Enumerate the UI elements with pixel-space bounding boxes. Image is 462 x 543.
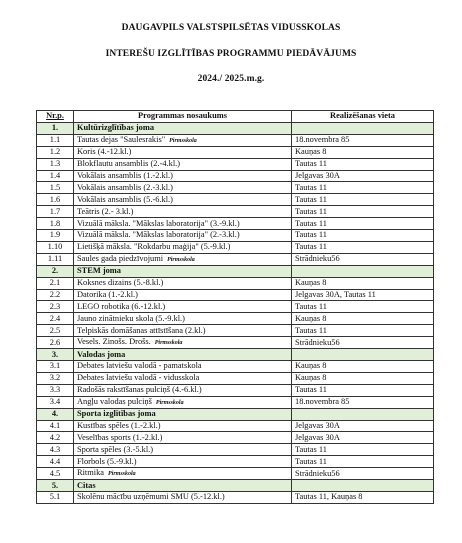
program-name: STEM joma: [77, 266, 121, 276]
row-number: 1.6: [37, 194, 74, 206]
preschool-tag: Pirmsskola: [167, 256, 195, 263]
table-row: [37, 277, 434, 289]
row-number: 1.1: [37, 134, 74, 146]
location-cell: [292, 122, 434, 134]
table-row: [37, 301, 434, 313]
row-number: 3.2: [37, 372, 74, 384]
location-cell: [292, 408, 434, 420]
row-number: 5.1: [37, 492, 74, 504]
school-year: 2024./ 2025.m.g.: [197, 74, 265, 84]
row-number: 1.8: [37, 218, 74, 230]
row-number: 2.6: [37, 337, 74, 349]
program-name-cell: [74, 432, 292, 444]
location-cell: Tautas 11: [292, 230, 434, 242]
row-number: 1.11: [37, 253, 74, 265]
location-cell: 18.novembra 85: [292, 134, 434, 146]
section-row: [37, 265, 434, 277]
table-row: [37, 170, 434, 182]
program-name-cell: [74, 170, 292, 182]
header-program-name: Programmas nosaukums: [74, 111, 292, 123]
location-cell: Tautas 11: [292, 158, 434, 170]
location-cell: 18.novembra 85: [292, 396, 434, 408]
row-number: 1.4: [37, 170, 74, 182]
program-name: Telpiskās domāšanas attīstīšana (2.kl.): [77, 325, 206, 335]
section-row: [37, 122, 434, 134]
table-row: [37, 420, 434, 432]
row-number: 3.1: [37, 361, 74, 373]
location-cell: [292, 480, 434, 492]
location-cell: Jelgavas 30A: [292, 432, 434, 444]
section-title: [74, 122, 292, 134]
location-cell: Kauņas 8: [292, 313, 434, 325]
table-row: [37, 218, 434, 230]
program-name: Jauno zinātnieku skola (5.-9.kl.): [77, 313, 185, 323]
section-row: [37, 480, 434, 492]
program-name-cell: [74, 325, 292, 337]
location-cell: Tautas 11: [292, 456, 434, 468]
location-cell: Tautas 11: [292, 206, 434, 218]
table-row: [37, 492, 434, 504]
table-row: [37, 456, 434, 468]
row-number: 1.9: [37, 230, 74, 242]
program-name-cell: [74, 253, 292, 265]
program-name: Sporta spēles (3.-5.kl.): [77, 444, 154, 454]
program-name: Citas: [77, 480, 96, 490]
document-subtitle: INTEREŠU IZGLĪTĪBAS PROGRAMMU PIEDĀVĀJUMS: [105, 49, 357, 59]
program-name-cell: [74, 301, 292, 313]
table-row: [37, 230, 434, 242]
location-cell: Tautas 11: [292, 241, 434, 253]
row-number: 4.1: [37, 420, 74, 432]
section-title: [74, 408, 292, 420]
program-name: Debates latviešu valodā - vidusskola: [77, 373, 200, 383]
table-row: [37, 325, 434, 337]
location-cell: Kauņas 8: [292, 277, 434, 289]
program-name: Koksnes dizains (5.-8.kl.): [77, 278, 164, 288]
program-name: Angļu valodas pulciņš: [77, 396, 152, 406]
program-name: Florbols (5.-9.kl.): [77, 456, 137, 466]
program-name: Radošās rakstīšanas pulciņš (4.-6.kl.): [77, 385, 202, 395]
table-row: [37, 361, 434, 373]
table-row: [37, 396, 434, 408]
location-cell: [292, 349, 434, 361]
table-body: [37, 122, 434, 503]
program-name: Vesels. Zinošs. Drošs.: [77, 337, 151, 347]
program-name: LEGO robotika (6.-12.kl.): [77, 301, 166, 311]
location-cell: Tautas 11: [292, 325, 434, 337]
row-number: 4.2: [37, 432, 74, 444]
table-row: [37, 182, 434, 194]
programs-table: [36, 110, 434, 504]
program-name: Lietišķā māksla. "Rokdarbu maģija" (5.-9.kl.): [77, 242, 231, 252]
preschool-tag: Pirmsskola: [154, 340, 183, 347]
program-name-cell: [74, 456, 292, 468]
program-name: Vokālais ansamblis (5.-6.kl.): [77, 194, 173, 204]
program-name: Blokflautu ansamblis (2.-4.kl.): [77, 159, 181, 169]
row-number: 3.: [37, 349, 74, 361]
program-name-cell: [74, 384, 292, 396]
table-row: [37, 289, 434, 301]
program-name: Vizuālā māksla. "Mākslas laboratorija" (2.-3.kl.): [77, 230, 240, 240]
program-name-cell: [74, 241, 292, 253]
location-cell: Strādnieku56: [292, 337, 434, 349]
location-cell: Tautas 11: [292, 301, 434, 313]
row-number: 1.: [37, 122, 74, 134]
row-number: 2.4: [37, 313, 74, 325]
section-title: [74, 480, 292, 492]
location-cell: Tautas 11, Kauņas 8: [292, 492, 434, 504]
program-name-cell: [74, 468, 292, 480]
program-name-cell: [74, 134, 292, 146]
row-number: 2.: [37, 265, 74, 277]
row-number: 1.10: [37, 241, 74, 253]
row-number: 1.7: [37, 206, 74, 218]
location-cell: [292, 265, 434, 277]
program-name-cell: [74, 230, 292, 242]
table-row: [37, 146, 434, 158]
location-cell: Tautas 11: [292, 218, 434, 230]
location-cell: Kauņas 8: [292, 361, 434, 373]
program-name: Kultūrizglītības joma: [77, 123, 155, 133]
row-number: 4.3: [37, 444, 74, 456]
program-name: Kustības spēles (1.-2.kl.): [77, 421, 161, 431]
document-title: DAUGAVPILS VALSTSPILSĒTAS VIDUSSKOLAS: [121, 23, 341, 33]
row-number: 2.2: [37, 289, 74, 301]
row-number: 1.3: [37, 158, 74, 170]
program-name: Debates latviešu valodā - pamatskola: [77, 361, 202, 371]
program-name-cell: [74, 277, 292, 289]
program-name-cell: [74, 492, 292, 504]
location-cell: Jelgavas 30A, Tautas 11: [292, 289, 434, 301]
location-cell: Tautas 11: [292, 444, 434, 456]
program-name: Teātris (2.- 3.kl.): [77, 206, 134, 216]
row-number: 3.3: [37, 384, 74, 396]
table-row: [37, 384, 434, 396]
table-row: [37, 337, 434, 349]
location-cell: Tautas 11: [292, 194, 434, 206]
table-row: [37, 134, 434, 146]
table-row: [37, 253, 434, 265]
row-number: 1.5: [37, 182, 74, 194]
row-number: 1.2: [37, 146, 74, 158]
program-name: Sporta izglītības joma: [77, 409, 156, 419]
program-name-cell: [74, 158, 292, 170]
header-nr: Nr.p.: [37, 111, 74, 123]
row-number: 4.5: [37, 468, 74, 480]
table-row: [37, 444, 434, 456]
table-row: [37, 158, 434, 170]
row-number: 3.4: [37, 396, 74, 408]
preschool-tag: Pirmsskola: [169, 137, 197, 144]
program-name-cell: [74, 337, 292, 349]
program-name: Ritmika: [77, 468, 104, 478]
program-name-cell: [74, 182, 292, 194]
section-title: [74, 265, 292, 277]
program-name-cell: [74, 444, 292, 456]
location-cell: Tautas 11: [292, 182, 434, 194]
location-cell: Kauņas 8: [292, 372, 434, 384]
program-name: Valodas joma: [77, 349, 126, 359]
program-name-cell: [74, 146, 292, 158]
program-name: Tautas dejas "Saulesrakis": [77, 134, 166, 144]
table-row: [37, 206, 434, 218]
table-row: [37, 372, 434, 384]
location-cell: Strādnieku56: [292, 253, 434, 265]
program-name-cell: [74, 361, 292, 373]
row-number: 2.5: [37, 325, 74, 337]
location-cell: Kauņas 8: [292, 146, 434, 158]
row-number: 5.: [37, 480, 74, 492]
program-name: Vizuālā māksla. "Mākslas laboratorija" (3.-9.kl.): [77, 218, 240, 228]
program-name-cell: [74, 289, 292, 301]
location-cell: Strādnieku56: [292, 468, 434, 480]
location-cell: Jelgavas 30A: [292, 170, 434, 182]
table-row: [37, 241, 434, 253]
preschool-tag: Pirmsskola: [108, 471, 136, 478]
section-row: [37, 408, 434, 420]
row-number: 4.4: [37, 456, 74, 468]
program-name: Veselības sports (1.-2.kl.): [77, 432, 163, 442]
section-row: [37, 349, 434, 361]
program-name: Vokālais ansamblis (1.-2.kl.): [77, 171, 173, 180]
table-row: [37, 313, 434, 325]
row-number: 2.1: [37, 277, 74, 289]
table-header-row: [37, 111, 434, 123]
program-name-cell: [74, 372, 292, 384]
program-name-cell: [74, 206, 292, 218]
location-cell: Tautas 11: [292, 384, 434, 396]
program-name: Datorika (1.-2.kl.): [77, 290, 138, 300]
table-row: [37, 432, 434, 444]
preschool-tag: Pirmsskola: [155, 399, 184, 406]
program-name: Saules gada piedzīvojumi: [77, 253, 164, 263]
header-location: Realizēšanas vieta: [292, 111, 434, 123]
section-title: [74, 349, 292, 361]
program-name: Koris (4.-12.kl.): [77, 147, 132, 157]
row-number: 4.: [37, 408, 74, 420]
table-row: [37, 468, 434, 480]
program-name: Skolēnu mācību uzņēmumi SMU (5.-12.kl.): [77, 492, 225, 502]
location-cell: Jelgavas 30A: [292, 420, 434, 432]
program-name-cell: [74, 420, 292, 432]
program-name-cell: [74, 396, 292, 408]
program-name-cell: [74, 218, 292, 230]
row-number: 2.3: [37, 301, 74, 313]
program-name-cell: [74, 194, 292, 206]
program-name: Vokālais ansamblis (2.-3.kl.): [77, 182, 173, 192]
table-row: [37, 194, 434, 206]
program-name-cell: [74, 313, 292, 325]
